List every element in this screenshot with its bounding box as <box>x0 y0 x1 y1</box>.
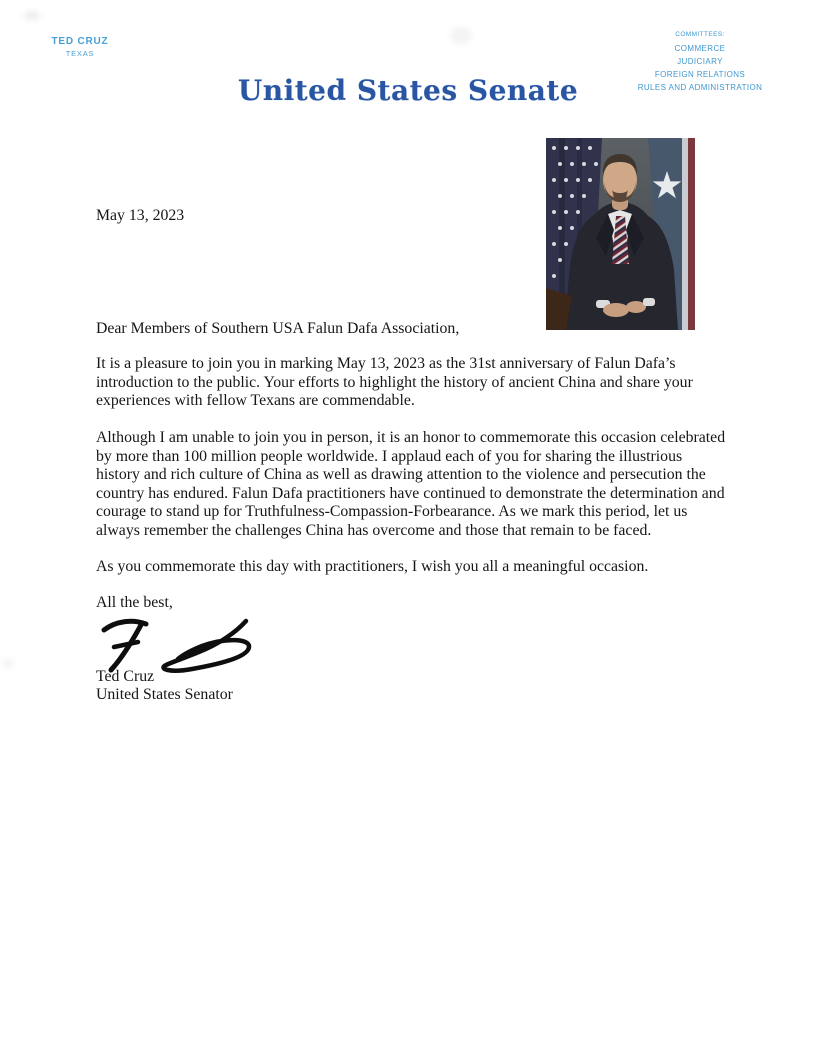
committee-item: FOREIGN RELATIONS <box>654 70 746 79</box>
letter-salutation: Dear Members of Southern USA Falun Dafa Association, <box>96 319 460 337</box>
letter-paragraph: It is a pleasure to join you in marking May 13, 2023 as the 31st anniversary of Falun Dafa’s introduction to the public. Your efforts to highlight the history of ancient China and share your experiences with fellow Texans are commendable. <box>96 355 693 410</box>
committee-item: COMMERCE <box>674 44 726 53</box>
letter-closing: All the best, <box>96 594 173 612</box>
scan-smudge <box>24 11 40 20</box>
senator-state: TEXAS <box>65 49 95 58</box>
letter-paragraph: Although I am unable to join you in person, it is an honor to commemorate this occasion celebrated by more than 100 million people worldwide. I applaud each of you for sharing the illustrious history and rich culture of China as well as drawing attention to the violence and persecution the country has endured. Falun Dafa practitioners have continued to demonstrate the determination and courage to stand up for Truthfulness-Compassion-Forbearance. As we mark this period, let us always remember the challenges China has overcome and those that remain to be faced. <box>96 428 726 539</box>
signer-title: United States Senator <box>96 686 233 704</box>
scan-smudge <box>2 658 14 668</box>
letter-body <box>96 207 726 705</box>
scan-smudge <box>450 27 472 44</box>
committee-item: JUDICIARY <box>677 57 723 66</box>
signature <box>96 616 261 674</box>
committee-item: RULES AND ADMINISTRATION <box>637 83 763 92</box>
committees-label: COMMITTEES: <box>675 31 725 38</box>
senate-masthead: United States Senate <box>237 74 579 107</box>
senator-identity-block <box>35 36 125 58</box>
letter-date: May 13, 2023 <box>96 207 185 224</box>
letter-paragraph: As you commemorate this day with practitioners, I wish you all a meaningful occasion. <box>96 557 649 575</box>
signer-name: Ted Cruz <box>96 667 155 685</box>
committees-block <box>590 31 810 94</box>
senator-name: TED CRUZ <box>51 36 109 47</box>
